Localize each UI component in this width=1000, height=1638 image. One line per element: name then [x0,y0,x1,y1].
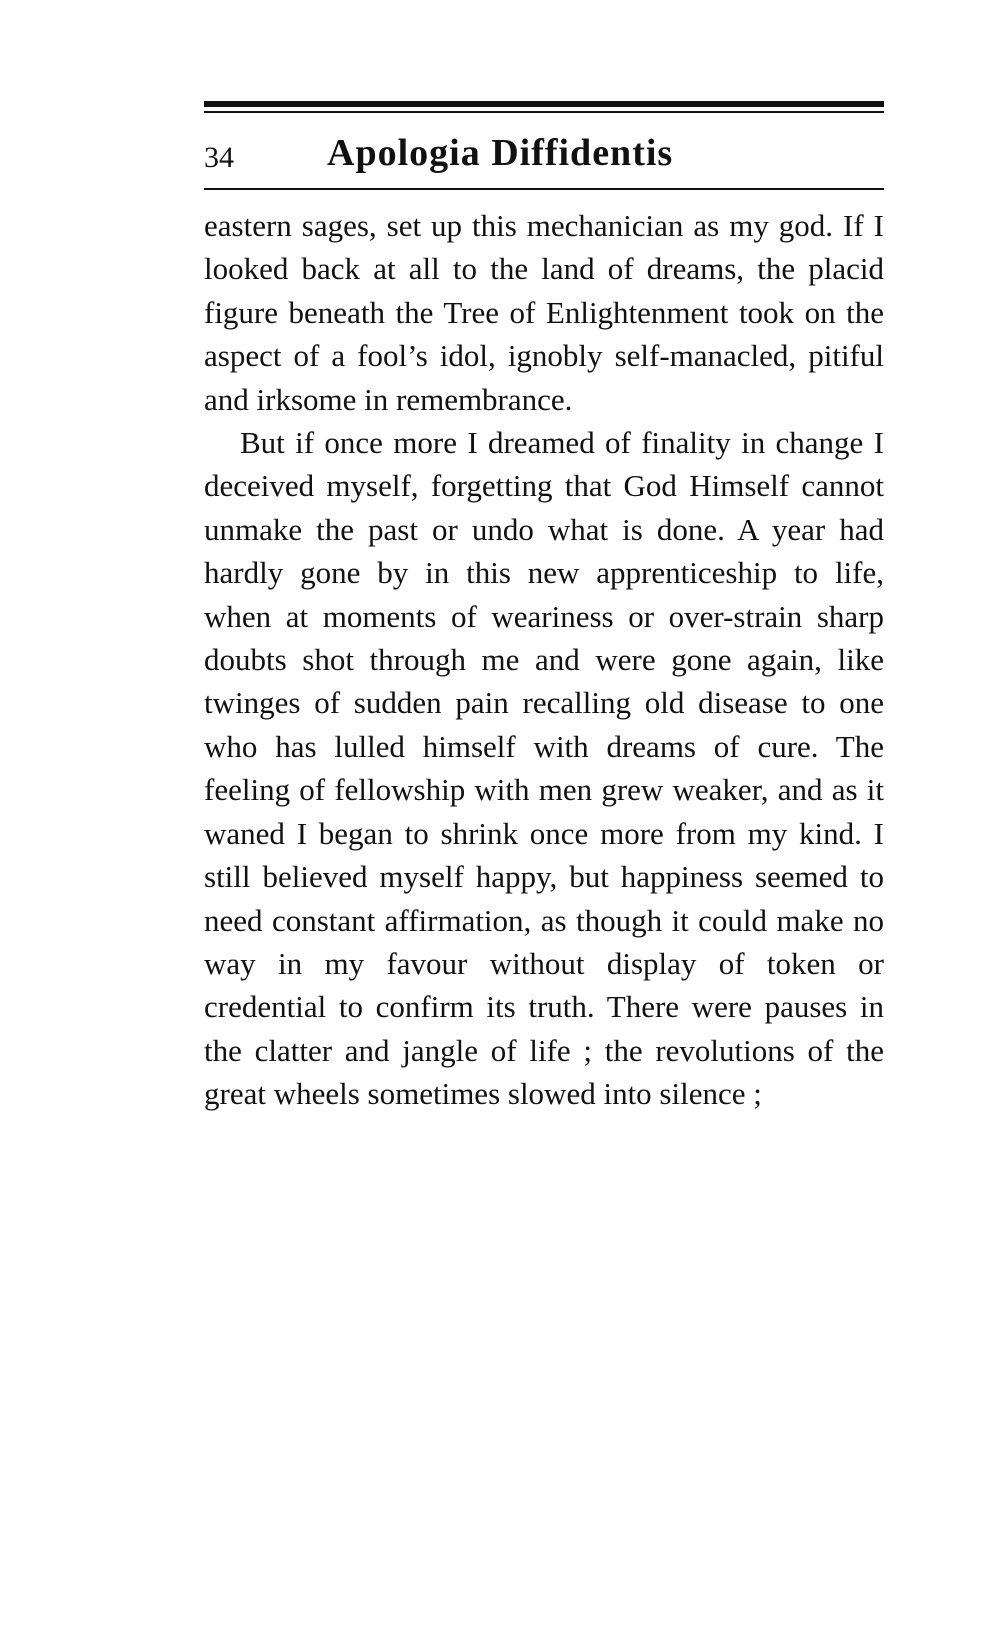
running-title: Apologia Diffidentis [327,132,674,174]
body-text [204,204,884,1116]
header-rule-thick [204,101,884,107]
running-head [204,128,884,182]
page-number: 34 [204,141,234,174]
paragraph-continued: eastern sages, set up this mechanician as my god. If I looked back at all to the land of dreams, the placid figure beneath the Tree of Enlightenment took on the aspect of a fool’s idol, ignobly self-manacled, pitiful and irksome in remembrance. [204,208,884,417]
paragraph-new: But if once more I dreamed of finality in change I deceived myself, forgetting that God Himself cannot unmake the past or undo what is done. A year had hardly gone by in this new apprenticeship to life, when at moments of weariness or over-strain sharp doubts shot through me and were gone again, like twinges of sudden pain recalling old disease to one who has lulled himself with dreams of cure. The feeling of fellowship with men grew weaker, and as it waned I began to shrink once more from my kind. I still believed myself happy, but happiness seemed to need constant affirmation, as though it could make no way in my favour without display of token or credential to confirm its truth. There were pauses in the clatter and jangle of life ; the revolutions of the great wheels sometimes slowed into silence ; [204,425,884,1112]
header-rule-thin [204,111,884,113]
header-rule-bottom [204,188,884,190]
